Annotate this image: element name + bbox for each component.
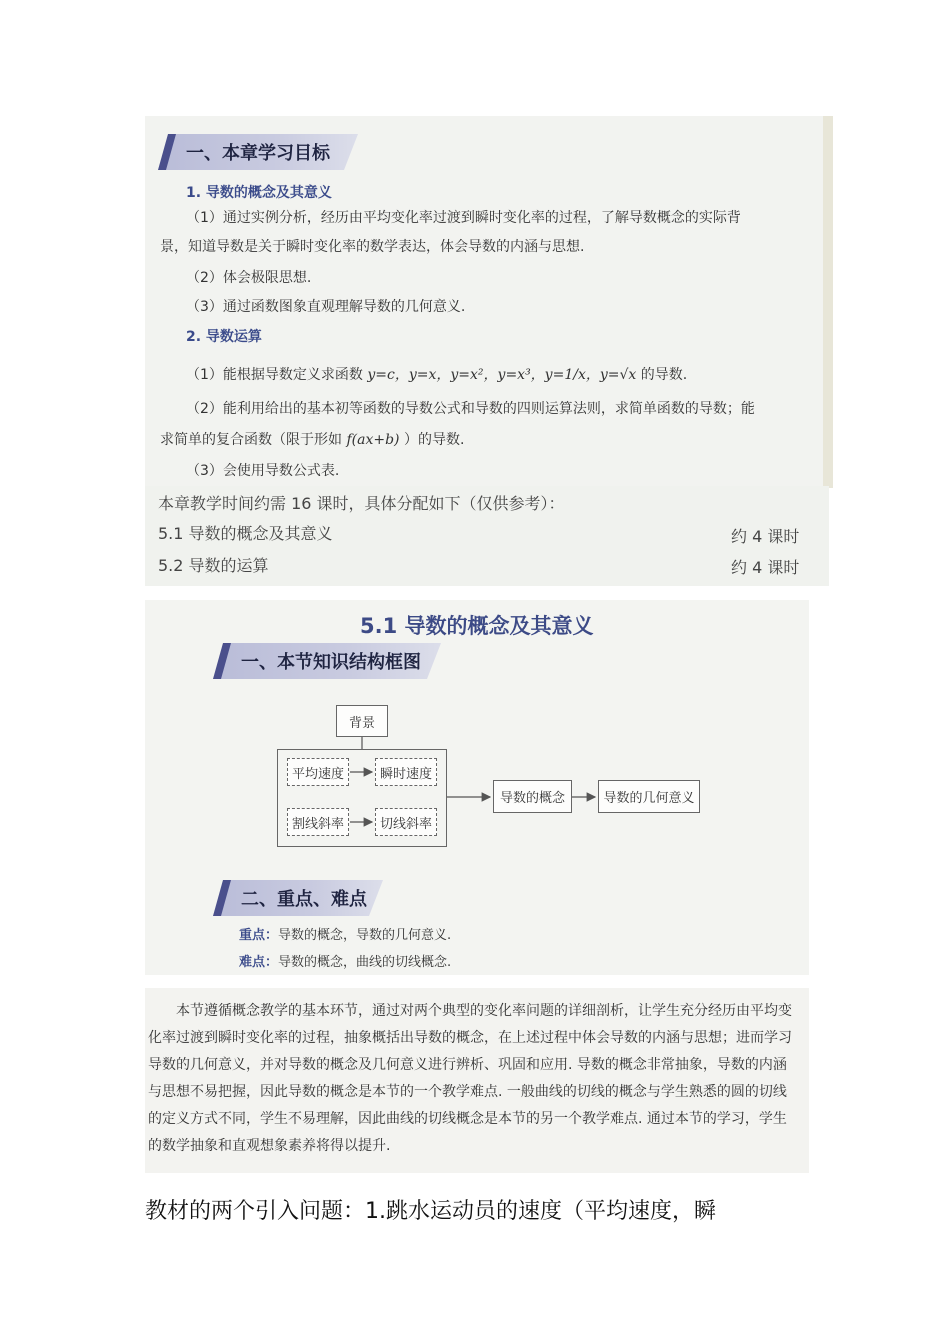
key-difficulty-banner <box>213 880 383 916</box>
difficulty-label: 难点： <box>239 955 279 970</box>
schedule-row-5-1-label: 5.1 导数的概念及其意义 <box>158 524 333 543</box>
operation-item-1-functions: y=c，y=x，y=x²，y=x³，y=1/x，y=√x <box>367 367 637 383</box>
goal-item-1-line-1: （1）通过实例分析，经历由平均变化率过渡到瞬时变化率的过程，了解导数概念的实际背 <box>186 210 741 226</box>
schedule-intro: 本章教学时间约需 16 课时，具体分配如下（仅供参考）： <box>158 494 565 513</box>
diagram-average-speed: 平均速度 <box>287 758 349 786</box>
schedule-row-5-2-hours: 约 4 课时 <box>731 558 800 577</box>
operation-item-1-suffix: 的导数. <box>640 367 688 383</box>
goal-item-3: （3）通过函数图象直观理解导数的几何意义. <box>186 299 466 315</box>
operation-item-1-prefix: （1）能根据导数定义求函数 <box>186 367 363 383</box>
operation-item-3: （3）会使用导数公式表. <box>186 463 340 479</box>
diagram-derivative-concept: 导数的概念 <box>493 780 572 813</box>
key-points-label: 重点： <box>239 928 279 943</box>
chapter-goals-banner-text: 一、本章学习目标 <box>186 143 330 164</box>
diagram-tangent-slope: 切线斜率 <box>375 808 437 836</box>
knowledge-structure-banner-text: 一、本节知识结构框图 <box>241 652 421 673</box>
footer-text: 教材的两个引入问题：1.跳水运动员的速度（平均速度，瞬 <box>145 1199 716 1224</box>
diagram-secant-slope: 割线斜率 <box>287 808 349 836</box>
goal-item-1-line-2: 景，知道导数是关于瞬时变化率的数学表达，体会导数的内涵与思想. <box>160 239 585 255</box>
diagram-background-box: 背景 <box>336 705 388 737</box>
diagram-instantaneous-speed: 瞬时速度 <box>375 758 437 786</box>
difficulty-line <box>239 951 451 970</box>
operation-item-2-suffix: ）的导数. <box>403 432 465 448</box>
schedule-row-5-1-hours: 约 4 课时 <box>731 527 800 546</box>
section-overview-paragraph: 本节遵循概念教学的基本环节，通过对两个典型的变化率问题的详细剖析，让学生充分经历由平均变化率过渡到瞬时变化率的过程，抽象概括出导数的概念，在上述过程中体会导数的内涵与思想；进而学习导数的几何意义，并对导数的概念及几何意义进行辨析、巩固和应用. 导数的概念非常抽象，导数的内涵与思想不易把握，因此导数的概念是本节的一个教学难点. 一般曲线的切线的概念与学生熟悉的圆的切线的定义方式不同，学生不易理解，因此曲线的切线概念是本节的另一个教学难点. 通过本节的学习，学生的数学抽象和直观想象素养将得以提升. <box>148 1003 792 1154</box>
section-5-1-title: 5.1 导数的概念及其意义 <box>360 614 594 638</box>
subheading-derivative-operations: 2. 导数运算 <box>186 329 262 345</box>
schedule-row-5-2-label: 5.2 导数的运算 <box>158 556 269 575</box>
goal-item-2: （2）体会极限思想. <box>186 270 312 286</box>
diagram-geometric-meaning: 导数的几何意义 <box>598 780 700 813</box>
key-difficulty-banner-text: 二、重点、难点 <box>241 889 367 910</box>
key-points-text: 导数的概念，导数的几何意义. <box>278 928 452 943</box>
key-points-line <box>239 924 451 943</box>
operation-item-2-formula: f(ax+b) <box>346 432 400 448</box>
operation-item-2-line-1: （2）能利用给出的基本初等函数的导数公式和导数的四则运算法则，求简单函数的导数；能 <box>186 401 755 417</box>
operation-item-2-prefix: 求简单的复合函数（限于形如 <box>160 432 342 448</box>
subheading-derivative-concept: 1. 导数的概念及其意义 <box>186 185 332 201</box>
difficulty-text: 导数的概念，曲线的切线概念. <box>278 955 452 970</box>
